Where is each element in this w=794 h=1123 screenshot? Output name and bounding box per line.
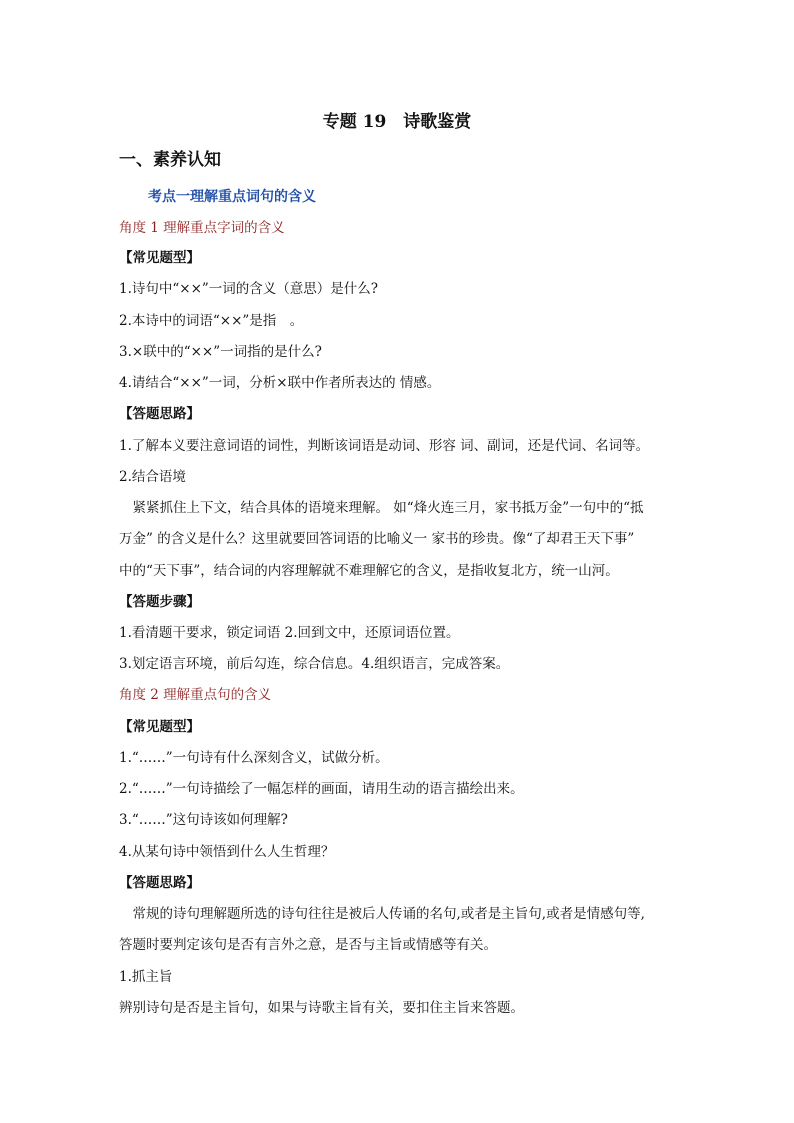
question-line: 4.从某句诗中领悟到什么人生哲理？ xyxy=(119,844,335,860)
question-line: 3.×联中的“××”一词指的是什么? xyxy=(119,344,322,360)
body-paragraph-line: 中的“天下事”，结合词的内容理解就不难理解它的含义，是指收复北方，统一山河。 xyxy=(119,563,619,579)
question-line: 1.“……”一句诗有什么深刻含义，试做分析。 xyxy=(119,750,389,766)
body-line: 1.抓主旨 xyxy=(119,969,173,985)
silu-heading-1: 【答题思路】 xyxy=(119,406,200,422)
silu-heading-2: 【答题思路】 xyxy=(119,875,200,891)
question-line: 3.“……”这句诗该如何理解? xyxy=(119,812,288,828)
question-line: 2.“……”一句诗描绘了一幅怎样的画面，请用生动的语言描绘出来。 xyxy=(119,781,524,797)
tixing-heading-1: 【常见题型】 xyxy=(119,250,200,266)
buzhou-heading: 【答题步骤】 xyxy=(119,594,200,610)
body-paragraph-line: 常规的诗句理解题所选的诗句往往是被后人传诵的名句,或者是主旨句,或者是情感句等, xyxy=(119,906,645,922)
body-paragraph-line: 辨别诗句是否是主旨句，如果与诗歌主旨有关，要扣住主旨来答题。 xyxy=(119,1000,524,1016)
jiaodu-heading-1: 角度 1 理解重点字词的含义 xyxy=(119,220,285,236)
page-title: 专题 19 诗歌鉴赏 xyxy=(322,112,472,132)
question-line: 4.请结合“××”一词，分析×联中作者所表达的 情感。 xyxy=(119,375,441,391)
body-line: 1.了解本义要注意词语的词性，判断该词语是动词、形容 词、副词，还是代词、名词等。 xyxy=(119,438,650,454)
body-line: 1.看清题干要求，锁定词语 2.回到文中，还原词语位置。 xyxy=(119,625,460,641)
body-paragraph-line: 万金” 的含义是什么？这里就要回答词语的比喻义一 家书的珍贵。像“了却君王天下事” xyxy=(119,531,635,547)
kaodian-heading: 考点一理解重点词句的含义 xyxy=(148,189,316,205)
question-line: 2.本诗中的词语“××”是指 。 xyxy=(119,313,304,329)
question-line: 1.诗句中“××”一词的含义（意思）是什么? xyxy=(119,281,379,297)
tixing-heading-2: 【常见题型】 xyxy=(119,719,200,735)
body-line: 2.结合语境 xyxy=(119,469,186,485)
body-paragraph-line: 答题时要判定该句是否有言外之意，是否与主旨或情感等有关。 xyxy=(119,937,497,953)
body-line: 3.划定语言环境，前后勾连，综合信息。4.组织语言，完成答案。 xyxy=(119,656,510,672)
section-heading: 一、素养认知 xyxy=(119,150,221,170)
jiaodu-heading-2: 角度 2 理解重点句的含义 xyxy=(119,687,272,703)
body-paragraph-line: 紧紧抓住上下文，结合具体的语境来理解。 如“烽火连三月，家书抵万金”一句中的“抵 xyxy=(119,500,644,516)
